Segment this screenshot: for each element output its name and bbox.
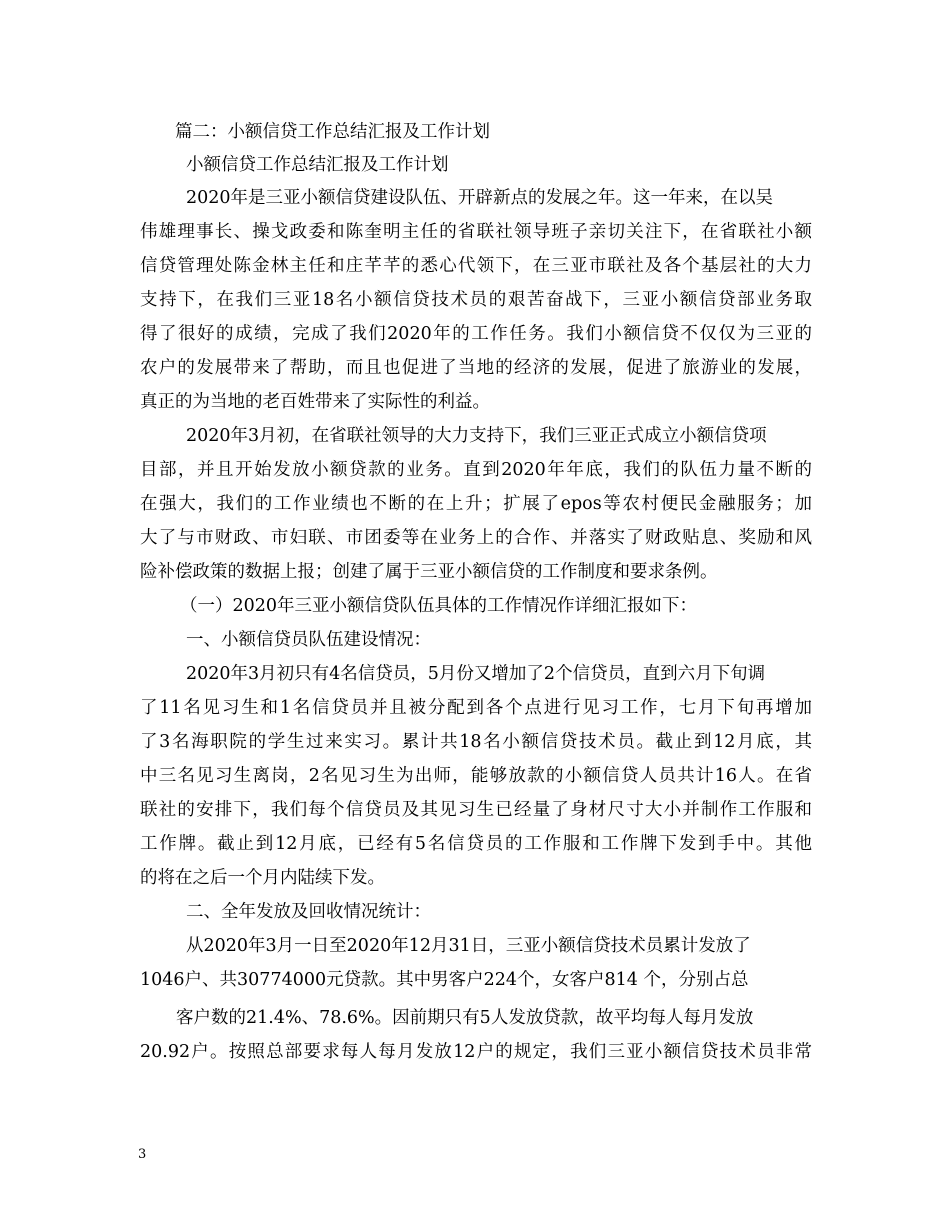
paragraph-line: 了11名见习生和1名信贷员并且被分配到各个点进行见习工作，七月下旬再增加	[140, 698, 812, 718]
paragraph-line: 目部，并且开始发放小额贷款的业务。直到2020年年底，我们的队伍力量不断的	[140, 460, 812, 480]
paragraph-line: 在强大，我们的工作业绩也不断的在上升；扩展了epos等农村便民金融服务；加	[140, 494, 812, 514]
paragraph-line: 支持下，在我们三亚18名小额信贷技术员的艰苦奋战下，三亚小额信贷部业务取	[140, 290, 812, 310]
page-number: 3	[138, 1147, 147, 1162]
subsection-heading: 二、全年发放及回收情况统计：	[186, 902, 431, 922]
paragraph-line: 了3名海职院的学生过来实习。累计共18名小额信贷技术员。截止到12月底，其	[140, 732, 812, 752]
subsection-heading: （一）2020年三亚小额信贷队伍具体的工作情况作详细汇报如下：	[180, 596, 698, 616]
paragraph-line: 2020年3月初只有4名信贷员，5月份又增加了2个信贷员，直到六月下旬调	[186, 664, 766, 684]
paragraph-line: 真正的为当地的老百姓带来了实际性的利益。	[140, 392, 490, 412]
paragraph-line: 信贷管理处陈金林主任和庄芊芊的悉心代领下，在三亚市联社及各个基层社的大力	[140, 256, 812, 276]
paragraph-line: 得了很好的成绩，完成了我们2020年的工作任务。我们小额信贷不仅仅为三亚的	[140, 324, 812, 344]
paragraph-line: 中三名见习生离岗，2名见习生为出师，能够放款的小额信贷人员共计16人。在省	[140, 766, 812, 786]
paragraph-line: 联社的安排下，我们每个信贷员及其见习生已经量了身材尺寸大小并制作工作服和	[140, 800, 812, 820]
paragraph-line: 从2020年3月一日至2020年12月31日，三亚小额信贷技术员累计发放了	[186, 936, 751, 956]
paragraph-line: 20.92户。按照总部要求每人每月发放12户的规定，我们三亚小额信贷技术员非常	[140, 1042, 812, 1062]
paragraph-line: 伟雄理事长、操戈政委和陈奎明主任的省联社领导班子亲切关注下，在省联社小额	[140, 222, 812, 242]
paragraph-line: 客户数的21.4%、78.6%。因前期只有5人发放贷款，故平均每人每月发放	[176, 1008, 754, 1028]
document-title: 小额信贷工作总结汇报及工作计划	[186, 155, 449, 175]
paragraph-line: 农户的发展带来了帮助，而且也促进了当地的经济的发展，促进了旅游业的发展，	[140, 358, 812, 378]
paragraph-line: 2020年是三亚小额信贷建设队伍、开辟新点的发展之年。这一年来，在以吴	[186, 188, 774, 208]
section-heading: 篇二：小额信贷工作总结汇报及工作计划	[175, 122, 490, 142]
paragraph-line: 的将在之后一个月内陆续下发。	[140, 868, 385, 888]
paragraph-line: 险补偿政策的数据上报；创建了属于三亚小额信贷的工作制度和要求条例。	[140, 562, 718, 582]
paragraph-line: 2020年3月初，在省联社领导的大力支持下，我们三亚正式成立小额信贷项	[186, 426, 767, 446]
paragraph-line: 大了与市财政、市妇联、市团委等在业务上的合作、并落实了财政贴息、奖励和风	[140, 528, 812, 548]
paragraph-line: 工作牌。截止到12月底，已经有5名信贷员的工作服和工作牌下发到手中。其他	[140, 834, 812, 854]
subsection-heading: 一、小额信贷员队伍建设情况：	[186, 630, 431, 650]
paragraph-line: 1046户、共30774000元贷款。其中男客户224个，女客户814 个，分别占总	[140, 970, 749, 990]
